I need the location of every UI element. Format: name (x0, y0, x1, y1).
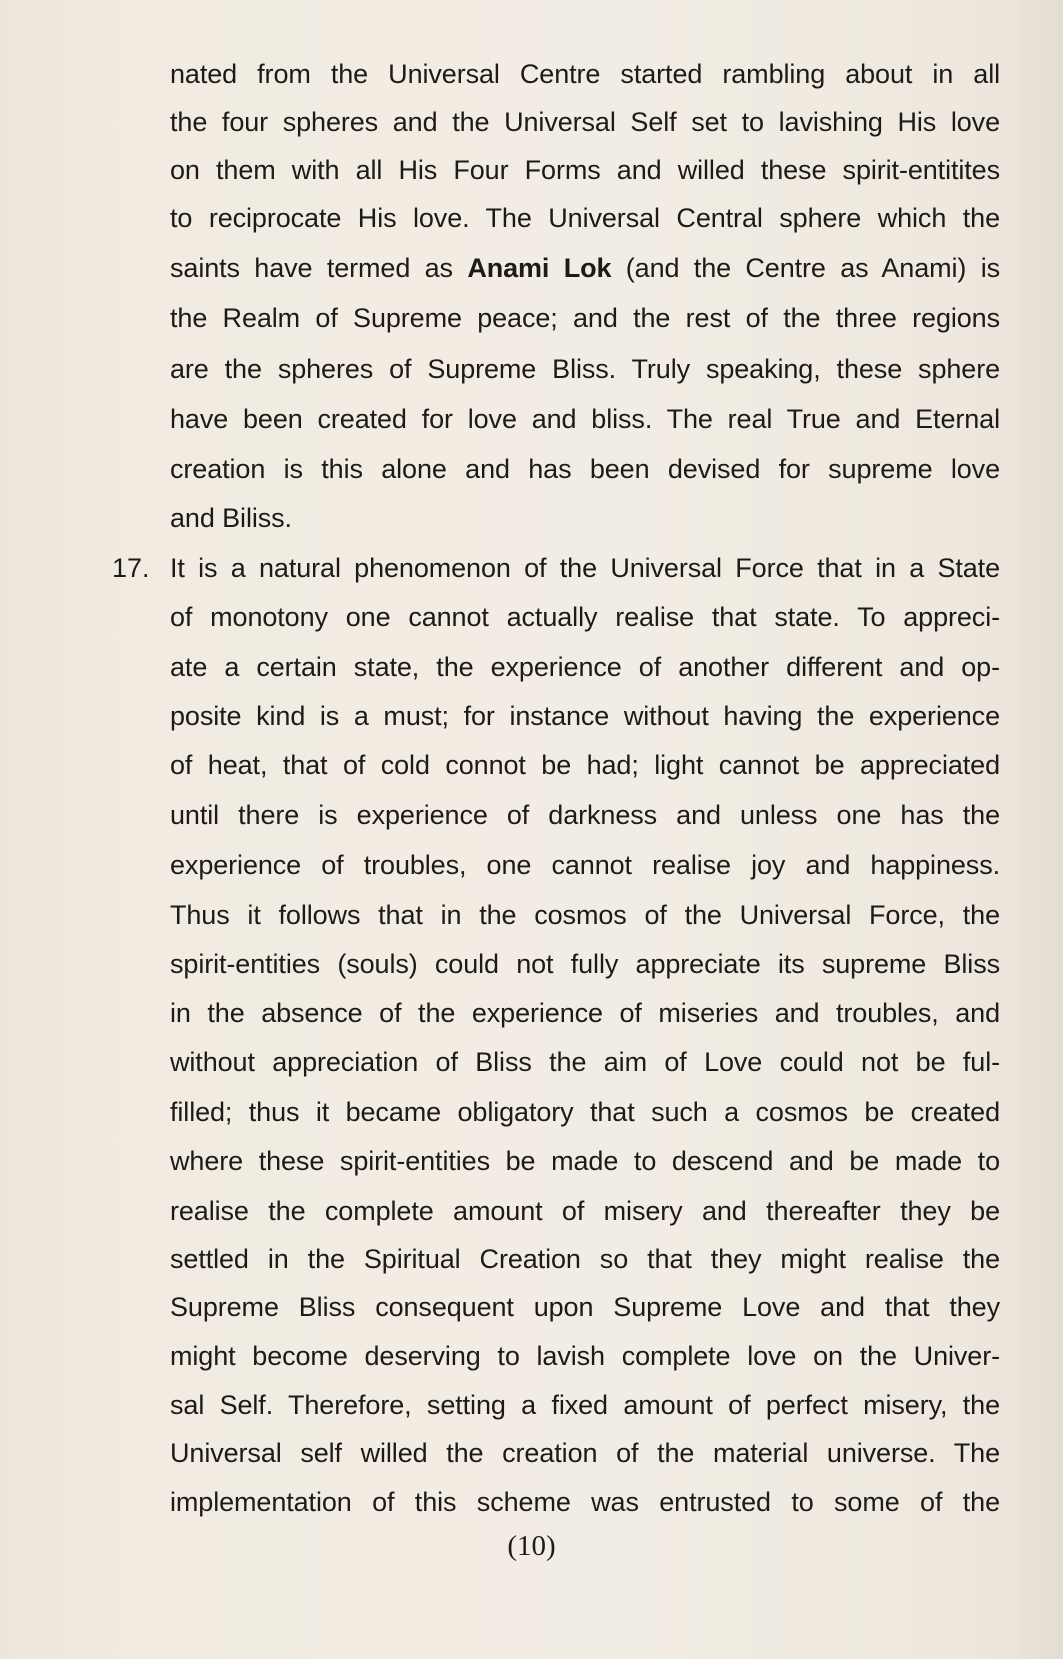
text-line: creation is this alone and has been devised for supreme love (170, 454, 1000, 484)
text-line: are the spheres of Supreme Bliss. Truly speaking, these sphere (170, 354, 1000, 384)
text-line: where these spirit-entities be made to descend and be made to (170, 1146, 1000, 1176)
text-line: Universal self willed the creation of the material universe. The (170, 1438, 1000, 1468)
text-run: saints have termed as (170, 253, 468, 283)
text-line: experience of troubles, one cannot realise joy and happiness. (170, 850, 1000, 880)
text-line: and Biliss. (170, 503, 292, 533)
text-run: (and the Centre as Anami) is (611, 253, 1000, 283)
text-line: without appreciation of Bliss the aim of Love could not be ful- (170, 1047, 1000, 1077)
text-line: nated from the Universal Centre started rambling about in all (170, 59, 1000, 89)
text-line: of heat, that of cold connot be had; light cannot be appreciated (170, 750, 1000, 780)
text-line: settled in the Spiritual Creation so that they might realise the (170, 1244, 1000, 1274)
text-line: Supreme Bliss consequent upon Supreme Love and that they (170, 1292, 1000, 1322)
text-line: to reciprocate His love. The Universal Central sphere which the (170, 203, 1000, 233)
text-line: have been created for love and bliss. The real True and Eternal (170, 404, 1000, 434)
bold-term: Anami Lok (467, 253, 612, 283)
text-line: might become deserving to lavish complete love on the Univer- (170, 1341, 1000, 1371)
text-line: sal Self. Therefore, setting a fixed amount of perfect misery, the (170, 1390, 1000, 1420)
text-line: in the absence of the experience of miseries and troubles, and (170, 998, 1000, 1028)
text-line: until there is experience of darkness and unless one has the (170, 800, 1000, 830)
text-line: the four spheres and the Universal Self set to lavishing His love (170, 107, 1000, 137)
text-line-with-bold (170, 245, 1000, 291)
text-line: filled; thus it became obligatory that such a cosmos be created (170, 1097, 1000, 1127)
text-line: posite kind is a must; for instance without having the experience (170, 701, 1000, 731)
text-line: ate a certain state, the experience of another different and op- (170, 652, 1000, 682)
text-line: It is a natural phenomenon of the Universal Force that in a State (170, 553, 1000, 583)
text-line: the Realm of Supreme peace; and the rest of the three regions (170, 303, 1000, 333)
text-line: Thus it follows that in the cosmos of the Universal Force, the (170, 900, 1000, 930)
page-number: (10) (507, 1530, 556, 1562)
text-line: implementation of this scheme was entrusted to some of the (170, 1487, 1000, 1517)
paragraph-number: 17. (112, 553, 150, 583)
text-line: on them with all His Four Forms and willed these spirit-entitites (170, 155, 1000, 185)
text-line: realise the complete amount of misery and thereafter they be (170, 1196, 1000, 1226)
text-line: spirit-entities (souls) could not fully appreciate its supreme Bliss (170, 949, 1000, 979)
text-line: of monotony one cannot actually realise that state. To appreci- (170, 602, 1000, 632)
